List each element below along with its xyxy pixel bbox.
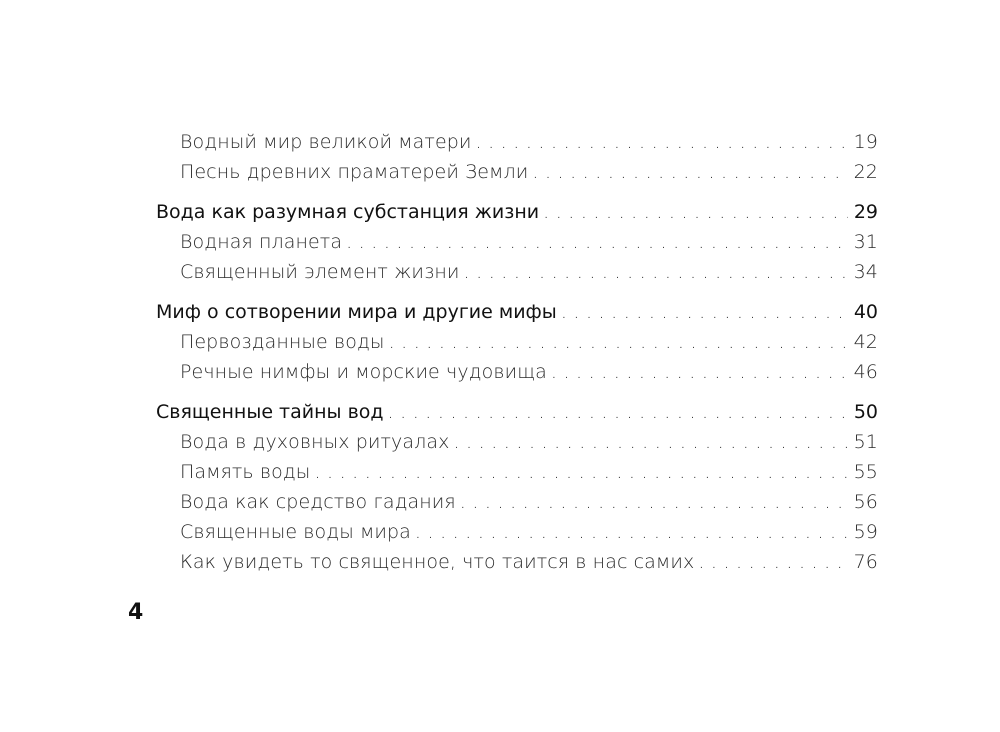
toc-entry-title: Как увидеть то священное, что таится в нас самих: [180, 551, 695, 573]
toc-section-entry: [156, 227, 878, 257]
toc-entry-title: Память воды: [180, 461, 311, 483]
toc-section-entry: [156, 427, 878, 457]
toc-entry-page: 55: [853, 461, 878, 483]
toc-chapter-entry: [156, 397, 878, 427]
toc-dot-leader: [460, 487, 848, 517]
toc-entry-page: 42: [853, 331, 878, 353]
toc-entry-title: Первозданные воды: [180, 331, 385, 353]
toc-dot-leader: [389, 327, 848, 357]
toc-dot-leader: [453, 427, 848, 457]
toc-dot-leader: [476, 127, 848, 157]
toc-section-entry: [156, 157, 878, 187]
toc-dot-leader: [561, 297, 848, 327]
toc-entry-page: 22: [853, 161, 878, 183]
toc-entry-title: Водный мир великой матери: [180, 131, 472, 153]
toc-entry-page: 46: [853, 361, 878, 383]
toc-entry-page: 31: [853, 231, 878, 253]
toc-entry-page: 59: [853, 521, 878, 543]
toc-dot-leader: [532, 157, 848, 187]
toc-section-entry: [156, 517, 878, 547]
toc-entry-page: 40: [853, 301, 878, 323]
toc-dot-leader: [543, 197, 848, 227]
toc-dot-leader: [388, 397, 848, 427]
toc-entry-title: Священные воды мира: [180, 521, 411, 543]
toc-entry-page: 76: [853, 551, 878, 573]
toc-section-entry: [156, 327, 878, 357]
toc-entry-page: 34: [853, 261, 878, 283]
toc-entry-page: 29: [853, 201, 878, 223]
toc-entry-title: Речные нимфы и морские чудовища: [180, 361, 547, 383]
toc-entry-title: Вода в духовных ритуалах: [180, 431, 450, 453]
toc-entry-page: 56: [853, 491, 878, 513]
toc-chapter-entry: [156, 297, 878, 327]
toc-dot-leader: [415, 517, 848, 547]
toc-dot-leader: [551, 357, 848, 387]
toc-chapter-entry: [156, 197, 878, 227]
toc-section-entry: [156, 547, 878, 577]
toc-section-entry: [156, 127, 878, 157]
toc-dot-leader: [346, 227, 848, 257]
table-of-contents: [156, 127, 878, 577]
toc-dot-leader: [314, 457, 848, 487]
toc-entry-title: Водная планета: [180, 231, 343, 253]
toc-section-entry: [156, 357, 878, 387]
toc-dot-leader: [698, 547, 848, 577]
toc-entry-page: 51: [853, 431, 878, 453]
toc-section-entry: [156, 487, 878, 517]
page-number: 4: [128, 600, 144, 625]
toc-entry-page: 19: [853, 131, 878, 153]
toc-entry-page: 50: [853, 401, 878, 423]
toc-entry-title: Священный элемент жизни: [180, 261, 460, 283]
toc-section-entry: [156, 257, 878, 287]
toc-entry-title: Вода как разумная субстанция жизни: [156, 201, 540, 223]
toc-section-entry: [156, 457, 878, 487]
toc-entry-title: Священные тайны вод: [156, 401, 384, 423]
toc-entry-title: Вода как средство гадания: [180, 491, 456, 513]
toc-entry-title: Миф о сотворении мира и другие мифы: [156, 301, 557, 323]
toc-dot-leader: [464, 257, 848, 287]
toc-entry-title: Песнь древних праматерей Земли: [180, 161, 529, 183]
